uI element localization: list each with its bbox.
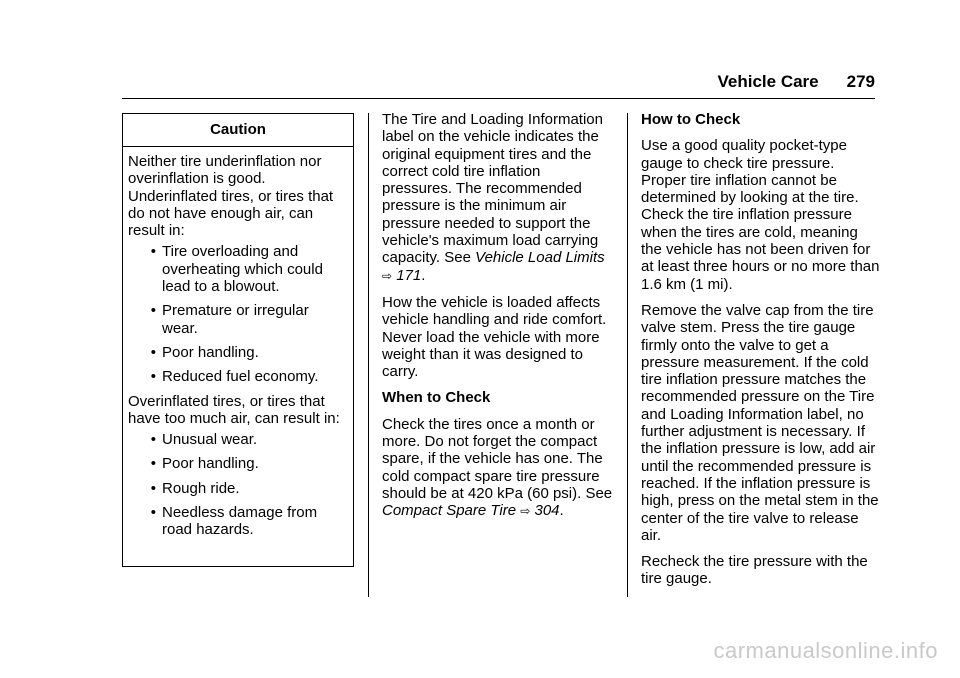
overinflation-list: [128, 431, 345, 538]
list-item: • Rough ride.: [150, 479, 240, 497]
paragraph: Use a good quality pocket-type gauge to check tire pressure. Proper tire inflation cannot be determined by looking at the tire. Check the tire inflation pressure when the tires are cold, meaning the vehicle has not been driven for at least three hours or no more than 1.6 km (1 mi).: [641, 137, 880, 293]
paragraph: Check the tires once a month or more. Do not forget the compact spare, if the vehicle has one. The cold compact spare tire pressure should be at 420 kPa (60 psi). See Compact Spare Tire ⇨ 304.: [382, 415, 613, 520]
page-header: [718, 72, 876, 92]
paragraph: The Tire and Loading Information label on the vehicle indicates the original equipment tires and the correct cold tire inflation pressures. The recommended pressure is the minimum air pressure needed to support the vehicle's maximum load carrying capacity. See Vehicle Load Limits ⇨ 171.: [382, 111, 605, 284]
list-item: • Poor handling.: [150, 343, 259, 361]
list-item: • Unusual wear.: [150, 431, 258, 449]
paragraph: Recheck the tire pressure with the tire gauge.: [641, 553, 868, 588]
header-rule: [122, 98, 875, 99]
caution-intro: Neither tire underinflation nor overinflation is good. Underinflated tires, or tires that do not have enough air, can result in:: [128, 153, 334, 240]
page-ref-number[interactable]: 304: [534, 502, 560, 520]
column-divider: [627, 113, 628, 597]
paragraph: Remove the valve cap from the tire valve stem. Press the tire gauge firmly onto the valve to get a pressure measurement. If the cold tire inflation pressure matches the recommended pressure on the Tire and Loading Information label, no further adjustment is necessary. If the inflation pressure is low, add air until the recommended pressure is reached. If the inflation pressure is high, press on the metal stem in the center of the tire valve to release air.: [641, 301, 879, 544]
cross-reference-link[interactable]: Compact Spare Tire: [382, 502, 517, 520]
section-heading: How to Check: [641, 111, 741, 128]
column-right: [641, 111, 881, 597]
cross-reference-link[interactable]: Vehicle Load Limits: [475, 249, 605, 267]
paragraph: How the vehicle is loaded affects vehicle handling and ride comfort. Never load the vehicle with more weight than it was designed to carry.: [382, 293, 607, 381]
page-ref-number[interactable]: 171: [396, 266, 422, 284]
page-number: 279: [846, 72, 875, 91]
column-divider: [368, 113, 369, 597]
list-item: • Reduced fuel economy.: [150, 368, 319, 386]
list-item: • Premature or irregular wear.: [150, 302, 309, 337]
caution-box: [122, 113, 354, 567]
underinflation-list: [128, 243, 345, 385]
list-item: • Poor handling.: [150, 455, 259, 473]
page-ref-arrow-icon: ⇨: [520, 504, 531, 519]
column-middle: [382, 111, 614, 530]
section-title: Vehicle Care: [717, 72, 819, 91]
list-item: • Needless damage from road hazards.: [150, 504, 318, 539]
caution-title: Caution: [123, 114, 353, 147]
watermark: carmanualsonline.info: [713, 638, 938, 663]
section-heading: When to Check: [382, 389, 491, 407]
page-ref-arrow-icon: ⇨: [382, 268, 393, 283]
caution-body: [123, 147, 353, 539]
overinflation-intro: Overinflated tires, or tires that have too much air, can result in:: [128, 392, 340, 427]
list-item: • Tire overloading and overheating which could lead to a blowout.: [150, 243, 323, 296]
